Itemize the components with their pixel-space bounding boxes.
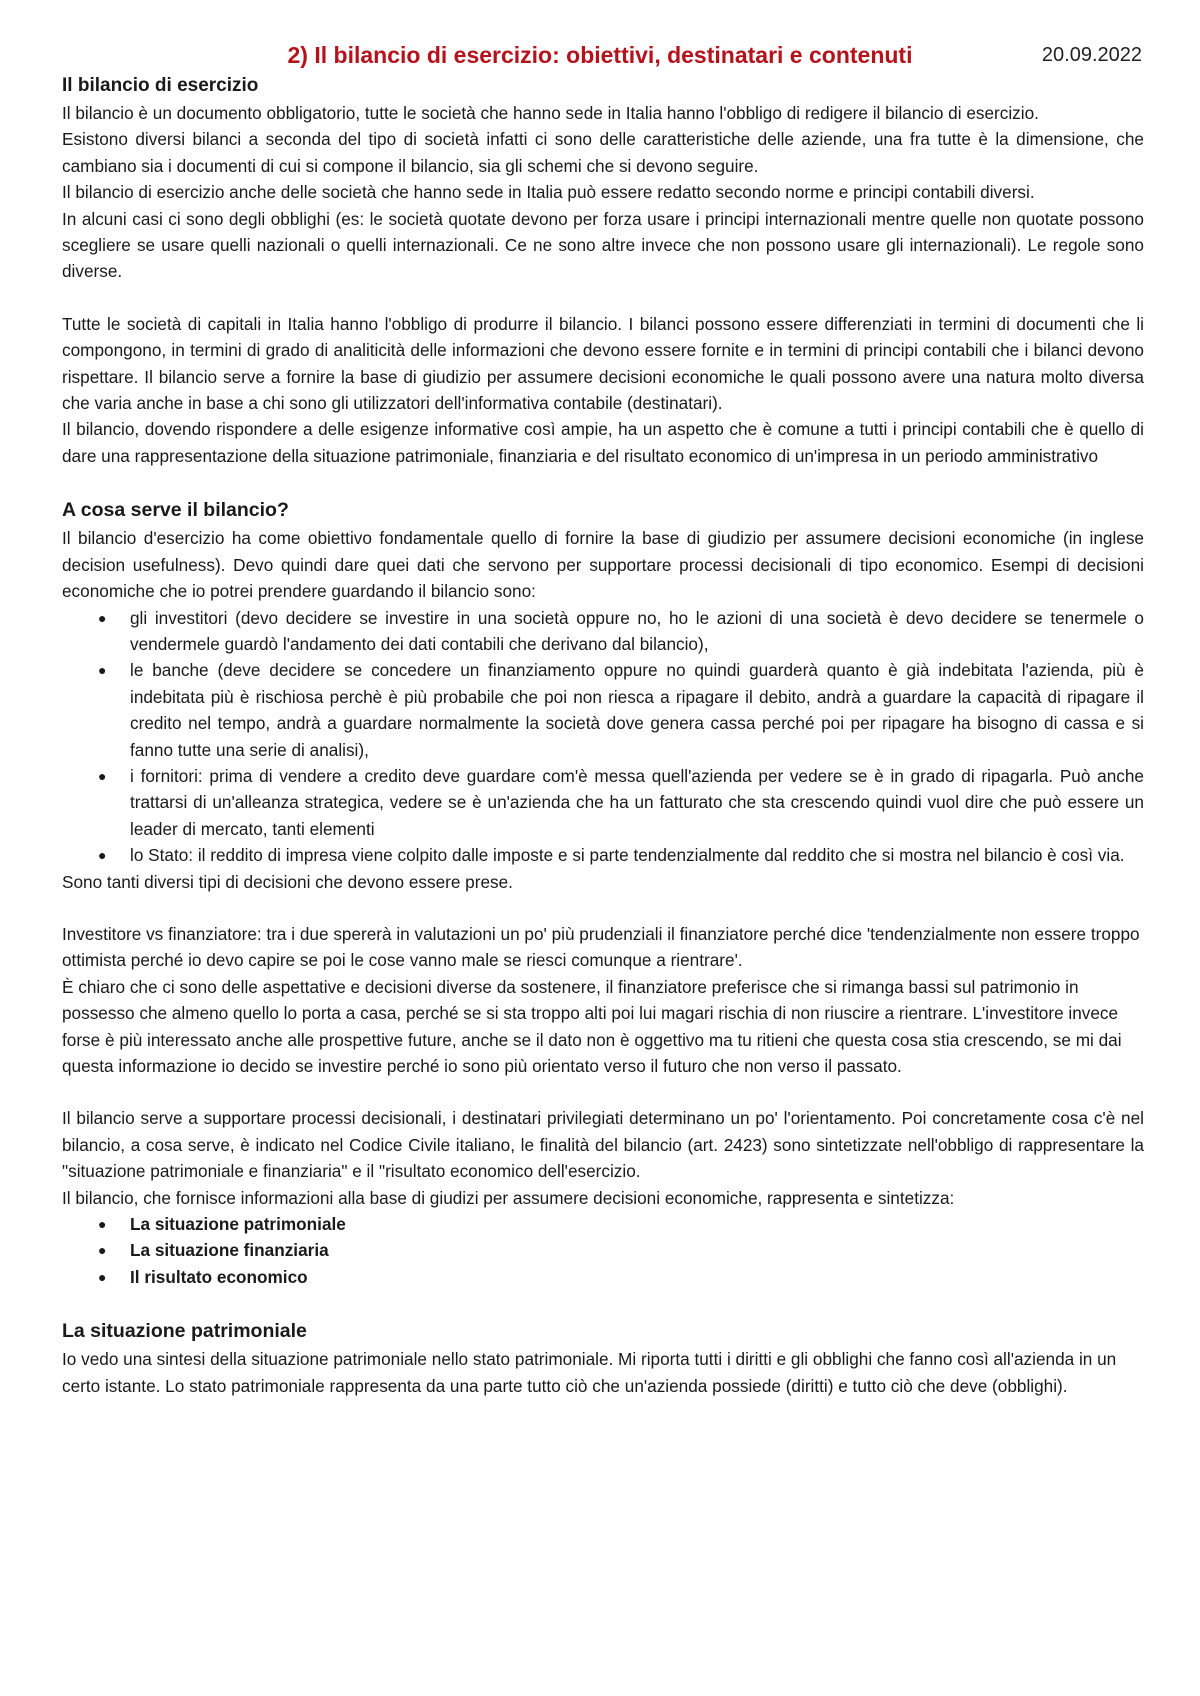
bullet-icon: ● (98, 662, 107, 679)
paragraph: Tutte le società di capitali in Italia hanno l'obbligo di produrre il bilancio. I bilanci possono essere differenziati in termini di documenti che li compongono, in termini di grado di analiticità delle informazioni che devono essere fornite e in termini di principi contabili che i bilanci devono rispettare. Il bilancio serve a fornire la base di giudizio per assumere decisioni economiche le quali possono avere una natura molto diversa che varia anche in base a chi sono gli utilizzatori dell'informativa contabile (destinatari). (62, 313, 1144, 414)
paragraph: In alcuni casi ci sono degli obblighi (es: le società quotate devono per forza usare i principi internazionali mentre quelle non quotate possono scegliere se usare quelli nazionali o quelli internazionali. Ce ne sono altre invece che non possono usare gli internazionali). Le regole sono diverse. (62, 208, 1144, 282)
list-item: ● La situazione patrimoniale (130, 1211, 1144, 1237)
section-heading-bilancio: Il bilancio di esercizio (62, 75, 259, 96)
paragraph: Esistono diversi bilanci a seconda del tipo di società infatti ci sono delle caratteristiche delle aziende, una fra tutte è la dimensione, che cambiano sia i documenti di cui si compone il bilancio, sia gli schemi che si devono seguire. (62, 129, 1144, 176)
list-item: ● le banche (deve decidere se concedere un finanziamento oppure no quindi guarderà quanto è già indebitata l'azienda, più è indebitata più è rischiosa perchè è più probabile che poi non riesca a ripagare il debito, andrà a guardare la capacità di ripagare il credito nel tempo, andrà a guardare normalmente la società dove genera cassa perché poi per ripagare ha bisogno di cassa e si fanno tutte una serie di analisi), (130, 657, 1144, 763)
spacer (62, 285, 1144, 311)
section-heading-situazione-patrimoniale: La situazione patrimoniale (62, 1320, 307, 1343)
list-item: ● i fornitori: prima di vendere a credito deve guardare com'è messa quell'azienda per vedere se è in grado di ripagarla. Può anche trattarsi di un'alleanza strategica, vedere se è un'azienda che ha un fatturato che sta crescendo quindi vuol dire che può essere un leader di mercato, tanti elementi (130, 763, 1144, 842)
document-date: 20.09.2022 (1041, 44, 1142, 66)
spacer (62, 895, 1144, 921)
decision-makers-list (62, 605, 1144, 869)
document-body (62, 72, 1144, 1399)
bullet-icon: ● (98, 609, 107, 626)
paragraph: Il bilancio serve a supportare processi decisionali, i destinatari privilegiati determinano un po' l'orientamento. Poi concretamente cosa c'è nel bilancio, a cosa serve, è indicato nel Codice Civile italiano, le finalità del bilancio (art. 2423) sono sintetizzate nell'obbligo di rappresentare la "situazione patrimoniale e finanziaria" e il "risultato economico dell'esercizio. (62, 1108, 1144, 1182)
paragraph: Il bilancio, dovendo rispondere a delle esigenze informative così ampie, ha un aspetto che è comune a tutti i principi contabili che è quello di dare una rappresentazione della situazione patrimoniale, finanziaria e del risultato economico di un'impresa in un periodo amministrativo (62, 419, 1144, 466)
paragraph: Il bilancio d'esercizio ha come obiettivo fondamentale quello di fornire la base di giudizio per assumere decisioni economiche (in inglese decision usefulness). Devo quindi dare quei dati che servono per supportare processi decisionali di tipo economico. Esempi di decisioni economiche che io potrei prendere guardando il bilancio sono: (62, 528, 1144, 602)
list-item: ● Il risultato economico (130, 1264, 1144, 1290)
section-heading-a-cosa-serve: A cosa serve il bilancio? (62, 499, 289, 522)
paragraph: Io vedo una sintesi della situazione patrimoniale nello stato patrimoniale. Mi riporta tutti i diritti e gli obblighi che fanno così all'azienda in un certo istante. Lo stato patrimoniale rappresenta da una parte tutto ciò che un'azienda possiede (diritti) e tutto ciò che deve (obblighi). (62, 1349, 1117, 1396)
bullet-icon: ● (98, 1216, 107, 1233)
bullet-icon: ● (98, 767, 107, 784)
paragraph: Sono tanti diversi tipi di decisioni che devono essere prese. (62, 871, 513, 892)
bullet-icon: ● (98, 1268, 107, 1285)
paragraph: Il bilancio, che fornisce informazioni alla base di giudizi per assumere decisioni economiche, rappresenta e sintetizza: (62, 1187, 955, 1208)
list-item: ● La situazione finanziaria (130, 1237, 1144, 1263)
list-item: ● gli investitori (devo decidere se investire in una società oppure no, ho le azioni di una società è devo decidere se tenermele o vendermele guardò l'andamento dei dati contabili che derivano dal bilancio), (130, 605, 1144, 658)
bilancio-contents-list (62, 1211, 1144, 1290)
paragraph: È chiaro che ci sono delle aspettative e decisioni diverse da sostenere, il finanziatore preferisce che si rimanga bassi sul patrimonio in possesso che almeno quello lo porta a casa, perché se si sta troppo alti poi lui magari rischia di non riuscire a rientrare. L'investitore invece forse è più interessato anche alle prospettive future, anche se il dato non è oggettivo ma tu ritieni che questa cosa stia crescendo, se mi dai questa informazione io decido se investire perché io sono più orientato verso il futuro che non verso il passato. (62, 976, 1122, 1076)
spacer (62, 1079, 1144, 1105)
document-title: 2) Il bilancio di esercizio: obiettivi, destinatari e contenuti (287, 42, 913, 68)
paragraph: Il bilancio di esercizio anche delle società che hanno sede in Italia può essere redatto secondo norme e principi contabili diversi. (62, 182, 1035, 203)
bullet-icon: ● (98, 1242, 107, 1259)
paragraph: Investitore vs finanziatore: tra i due spererà in valutazioni un po' più prudenziali il finanziatore perché dice 'tendenzialmente non essere troppo ottimista perché io devo capire se poi le cose vanno male se riesci comunque a rientrare'. (62, 923, 1140, 971)
list-item: ● lo Stato: il reddito di impresa viene colpito dalle imposte e si parte tendenzialmente dal reddito che si mostra nel bilancio è così via. (130, 842, 1144, 868)
paragraph: Il bilancio è un documento obbligatorio, tutte le società che hanno sede in Italia hanno l'obbligo di redigere il bilancio di esercizio. (62, 103, 1039, 123)
bullet-icon: ● (98, 847, 107, 864)
